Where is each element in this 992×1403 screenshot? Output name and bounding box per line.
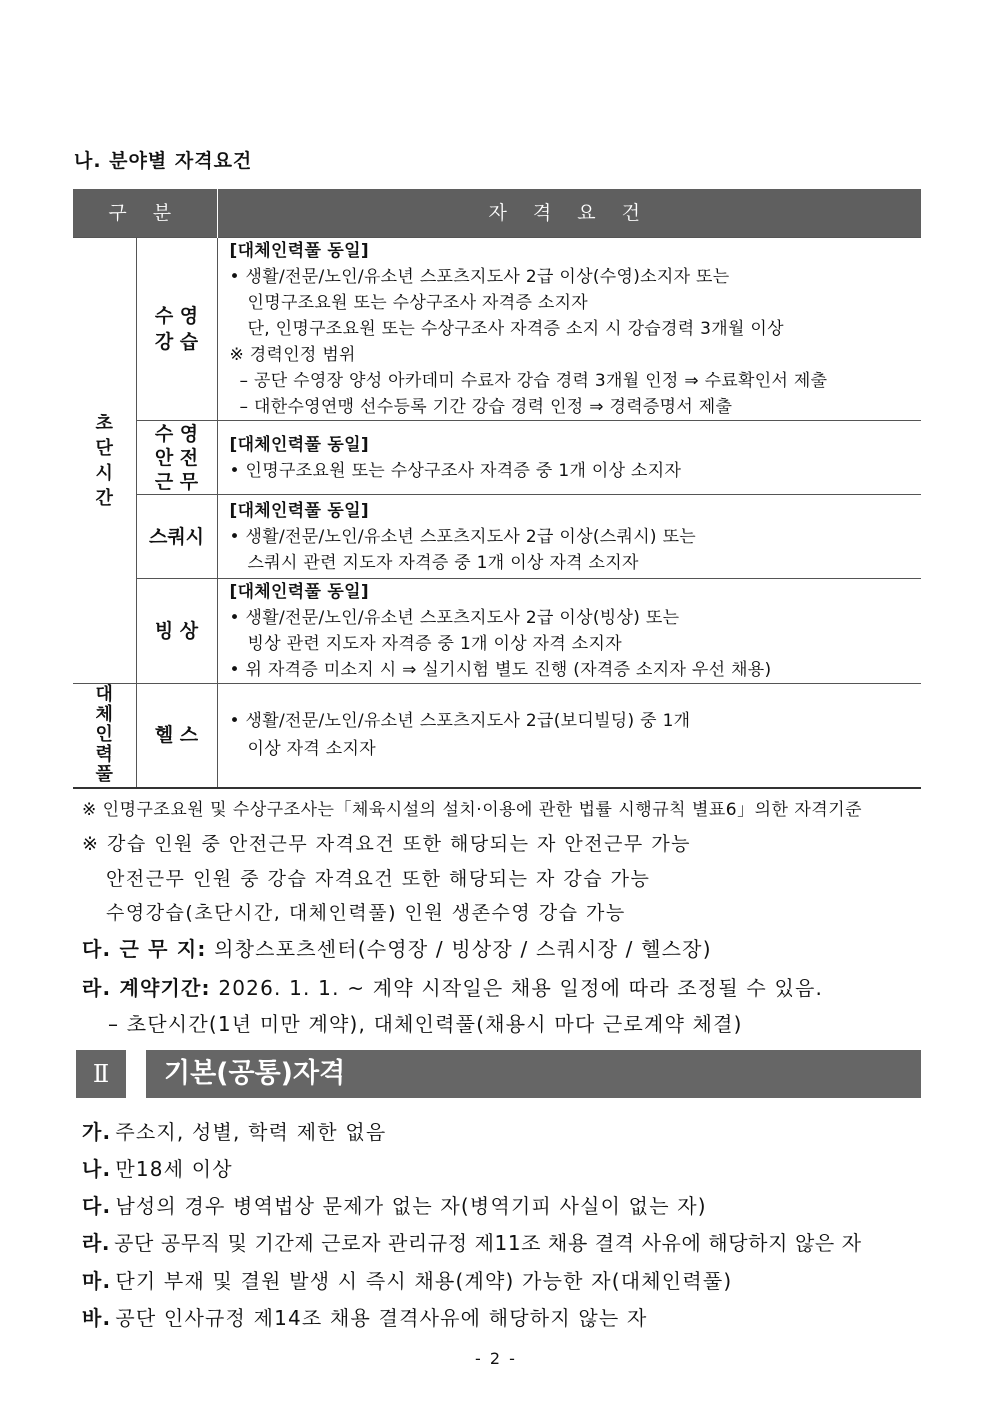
header-category: 구 분 [73, 189, 217, 238]
work-location-label: 다. 근 무 지: [82, 937, 207, 961]
work-location-value: 의창스포츠센터(수영장 / 빙상장 / 스쿼시장 / 헬스장) [206, 937, 712, 961]
sub-fitness: 헬 스 [136, 684, 217, 788]
requirements-skating: [대체인력풀 동일] • 생활/전문/노인/유소년 스포츠지도사 2급 이상(빙상) 또는 빙상 관련 지도자 자격증 중 1개 이상 자격 소지자 • 위 자격증 미소지 시 ⇒ 실기시험 별도 진행 (자격증 소지자 우선 채용) [217, 579, 921, 684]
requirements-swim-safety: [대체인력풀 동일] • 인명구조요원 또는 수상구조사 자격증 중 1개 이상 소지자 [217, 421, 921, 495]
sub-squash: 스쿼시 [136, 495, 217, 579]
list-item: 바. 공단 인사규정 제14조 채용 결격사유에 해당하지 않는 자 [82, 1306, 648, 1330]
banner-number: Ⅱ [76, 1050, 126, 1098]
requirements-swim-lesson: [대체인력풀 동일] • 생활/전문/노인/유소년 스포츠지도사 2급 이상(수영)소지자 또는 인명구조요원 또는 수상구조사 자격증 소지자 단, 인명구조요원 또는 수상구조사 자격증 소지 시 강습경력 3개월 이상 ※ 경력인정 범위 – 공단 수영장 양성 아카데미 수료자 강습 경력 3개월 인정 ⇒ 수료확인서 제출 – 대한수영연맹 선수등록 기간 강습 경력 인정 ⇒ 경력증명서 제출 [217, 238, 921, 421]
sub-skating: 빙 상 [136, 579, 217, 684]
contract-sub: – 초단시간(1년 미만 계약), 대체인력풀(채용시 마다 근로계약 체결) [108, 1012, 743, 1036]
contract-period [82, 972, 823, 1001]
section-title: 나. 분야별 자격요건 [74, 150, 253, 172]
list-item: 가. 주소지, 성별, 학력 제한 없음 [82, 1120, 387, 1144]
group-label-short-time: 초단시간 [73, 238, 136, 684]
note-lesson-safety: ※ 강습 인원 중 안전근무 자격요건 또한 해당되는 자 안전근무 가능 [82, 833, 692, 855]
list-item: 다. 남성의 경우 병역법상 문제가 없는 자(병역기피 사실이 없는 자) [82, 1194, 707, 1218]
sub-swim-safety: 수 영 안 전 근 무 [136, 421, 217, 495]
sub-swim-lesson: 수 영 강 습 [136, 238, 217, 421]
note-survival-swim: 수영강습(초단시간, 대체인력풀) 인원 생존수영 강습 가능 [106, 902, 626, 924]
requirements-squash: [대체인력풀 동일] • 생활/전문/노인/유소년 스포츠지도사 2급 이상(스쿼시) 또는 스쿼시 관련 지도자 자격증 중 1개 이상 자격 소지자 [217, 495, 921, 579]
table-row [73, 684, 921, 788]
header-requirements: 자 격 요 건 [217, 189, 921, 238]
section-banner [76, 1050, 921, 1098]
table-row [73, 238, 921, 421]
qualification-table [73, 189, 921, 789]
page-number: - 2 - [475, 1349, 517, 1368]
work-location [82, 933, 712, 962]
contract-label: 라. 계약기간: [82, 976, 211, 1000]
contract-value: 2026. 1. 1. ~ 계약 시작일은 채용 일정에 따라 조정될 수 있음. [210, 976, 824, 1000]
table-row [73, 579, 921, 684]
group-label-substitute-pool: 대체인력풀 [73, 684, 136, 788]
list-item: 나. 만18세 이상 [82, 1157, 233, 1181]
list-item: 라. 공단 공무직 및 기간제 근로자 관리규정 제11조 채용 결격 사유에 해당하지 않은 자 [82, 1231, 862, 1255]
banner-title: 기본(공통)자격 [146, 1050, 921, 1098]
table-row [73, 421, 921, 495]
table-header-row [73, 189, 921, 238]
table-row [73, 495, 921, 579]
list-item: 마. 단기 부재 및 결원 발생 시 즉시 채용(계약) 가능한 자(대체인력풀) [82, 1269, 733, 1293]
note-safety-lesson: 안전근무 인원 중 강습 자격요건 또한 해당되는 자 강습 가능 [106, 868, 651, 890]
note-lifeguard-standard: ※ 인명구조요원 및 수상구조사는「체육시설의 설치·이용에 관한 법률 시행규칙 별표6」의한 자격기준 [82, 800, 863, 820]
requirements-fitness: • 생활/전문/노인/유소년 스포츠지도사 2급(보디빌딩) 중 1개 이상 자격 소지자 [217, 684, 921, 788]
